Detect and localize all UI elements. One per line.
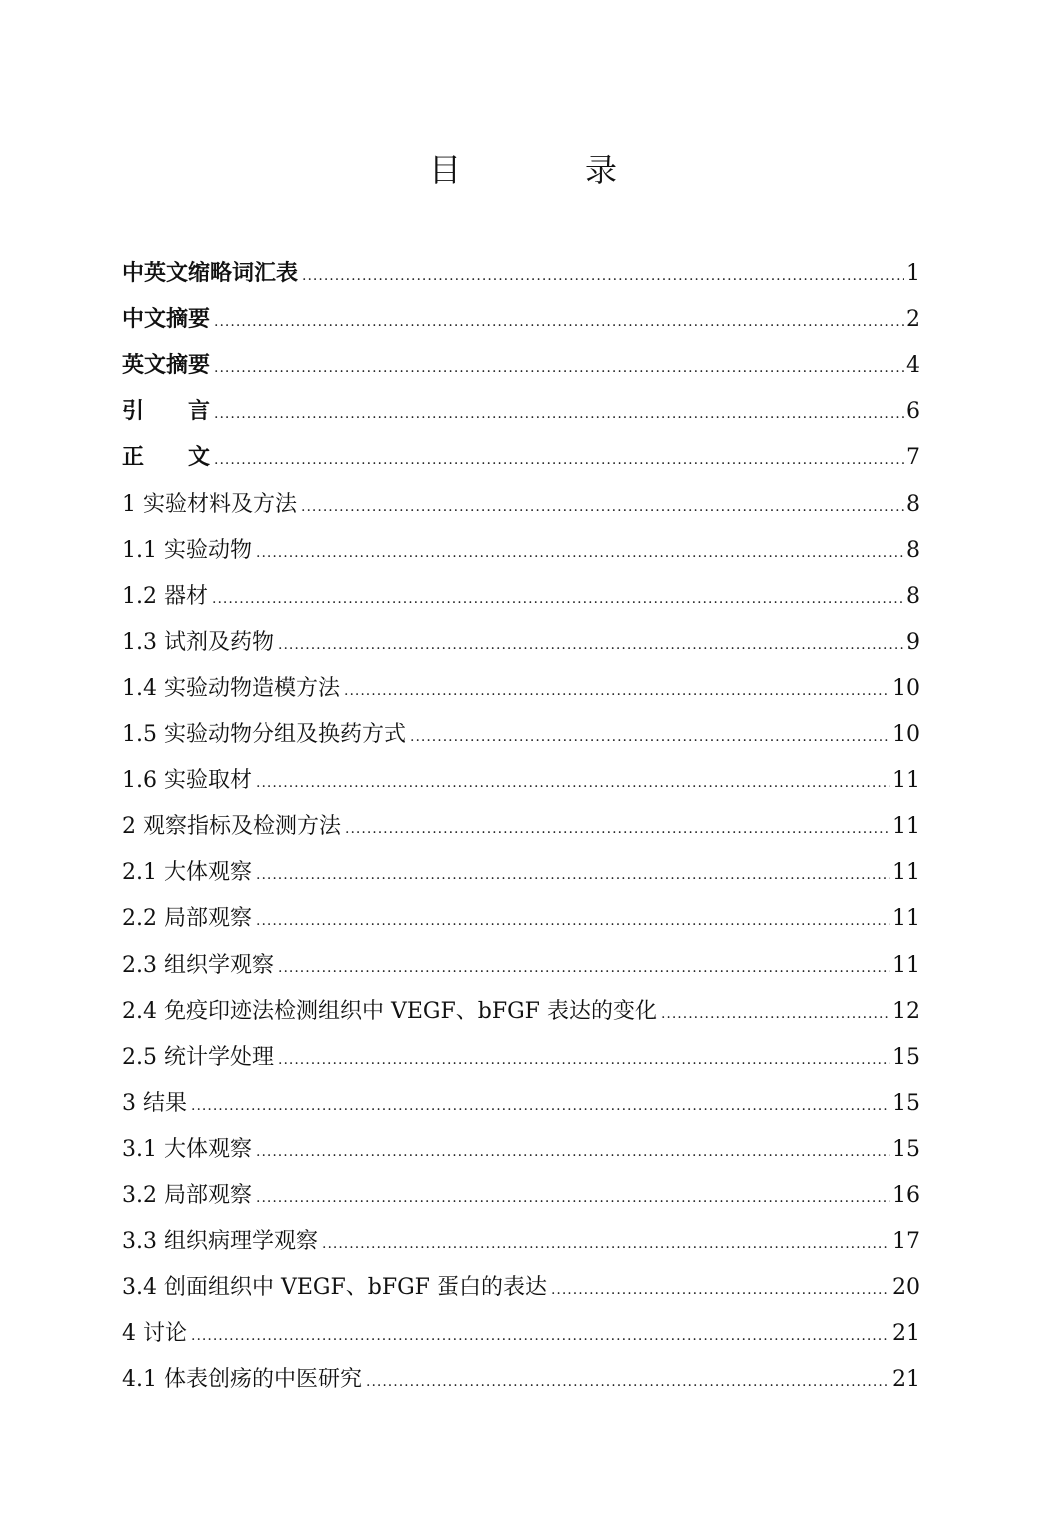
toc-entry-page-number: 11	[892, 860, 920, 886]
toc-entry-page-number: 20	[892, 1275, 920, 1301]
toc-entry[interactable]	[122, 750, 920, 796]
toc-entry[interactable]	[122, 1211, 920, 1257]
toc-entry-number: 3.3	[122, 1229, 164, 1255]
toc-entry-number: 2.4	[122, 998, 164, 1024]
toc-entry-label: 组织病理学观察	[163, 1229, 318, 1255]
toc-dot-leader	[191, 1099, 890, 1113]
toc-entry-page-number: 8	[906, 491, 920, 517]
toc-entry-number: 1.5	[122, 722, 164, 748]
toc-dot-leader	[256, 868, 890, 882]
toc-entry[interactable]	[122, 335, 920, 381]
toc-entry-label: 实验取材	[163, 768, 252, 794]
toc-entry[interactable]	[122, 1257, 920, 1303]
toc-entry-number: 1.3	[122, 629, 164, 655]
toc-entry[interactable]	[122, 981, 920, 1027]
toc-entry[interactable]	[122, 1027, 920, 1073]
toc-entry[interactable]	[122, 1349, 920, 1395]
toc-entry-number: 2.1	[122, 860, 164, 886]
toc-entry-page-number: 4	[906, 353, 920, 379]
toc-entry[interactable]	[122, 1073, 920, 1119]
toc-entry[interactable]	[122, 1165, 920, 1211]
toc-entry-label: 实验材料及方法	[143, 491, 298, 517]
toc-entry-page-number: 17	[892, 1229, 920, 1255]
toc-entry[interactable]	[122, 243, 920, 289]
toc-entry-label: 器材	[163, 583, 208, 609]
toc-entry[interactable]	[122, 473, 920, 519]
toc-entry-number: 2.3	[122, 952, 164, 978]
toc-entry-label: 观察指标及检测方法	[143, 814, 342, 840]
toc-entry-number: 3.4	[122, 1275, 164, 1301]
toc-entry-page-number: 8	[906, 583, 920, 609]
toc-entry-number: 3.2	[122, 1182, 164, 1208]
toc-entry[interactable]	[122, 289, 920, 335]
toc-entry-page-number: 15	[892, 1044, 920, 1070]
toc-dot-leader	[278, 961, 890, 975]
toc-dot-leader	[278, 638, 904, 652]
toc-entry-page-number: 21	[892, 1321, 920, 1347]
toc-entry[interactable]	[122, 704, 920, 750]
toc-entry-label: 试剂及药物	[163, 629, 274, 655]
toc-dot-leader	[214, 407, 904, 421]
toc-dot-leader	[256, 1191, 890, 1205]
toc-dot-leader	[322, 1237, 890, 1251]
toc-entry-label: 大体观察	[163, 860, 252, 886]
toc-entry[interactable]	[122, 1119, 920, 1165]
toc-entry-page-number: 11	[892, 952, 920, 978]
toc-entry[interactable]	[122, 888, 920, 934]
toc-dot-leader	[256, 546, 904, 560]
toc-dot-leader	[366, 1375, 890, 1389]
toc-entry-number: 1.6	[122, 768, 164, 794]
toc-entry-label: 中文摘要	[122, 307, 211, 333]
toc-entry-label: 讨论	[143, 1321, 188, 1347]
toc-dot-leader	[256, 914, 890, 928]
toc-dot-leader	[345, 822, 890, 836]
toc-entry-page-number: 9	[906, 629, 920, 655]
toc-entry[interactable]	[122, 520, 920, 566]
toc-entry-page-number: 1	[906, 261, 920, 287]
toc-entry-page-number: 11	[892, 814, 920, 840]
toc-entry-label: 局部观察	[163, 1182, 252, 1208]
toc-entry-page-number: 16	[892, 1182, 920, 1208]
toc-dot-leader	[551, 1283, 890, 1297]
toc-entry-page-number: 11	[892, 906, 920, 932]
toc-entry-label: 大体观察	[163, 1136, 252, 1162]
toc-entry-number: 4.1	[122, 1367, 164, 1393]
toc-entry-label: 体表创疡的中医研究	[163, 1367, 362, 1393]
toc-entry-page-number: 21	[892, 1367, 920, 1393]
toc-dot-leader	[256, 1145, 890, 1159]
toc-entry[interactable]	[122, 796, 920, 842]
toc-entry-label: 英文摘要	[122, 353, 211, 379]
toc-entry-page-number: 11	[892, 768, 920, 794]
toc-dot-leader	[214, 315, 904, 329]
toc-entry[interactable]	[122, 381, 920, 427]
toc-entry-label: 统计学处理	[163, 1044, 274, 1070]
toc-dot-leader	[278, 1053, 890, 1067]
toc-entry[interactable]	[122, 658, 920, 704]
toc-entry-label: 正 文	[122, 445, 211, 471]
toc-entry-label: 结果	[143, 1090, 188, 1116]
toc-entry-number: 3.1	[122, 1136, 164, 1162]
toc-dot-leader	[214, 361, 904, 375]
toc-entry-page-number: 12	[892, 998, 920, 1024]
toc-entry-number: 1.1	[122, 537, 164, 563]
toc-entry[interactable]	[122, 427, 920, 473]
toc-entry-label: 中英文缩略词汇表	[122, 261, 299, 287]
toc-entry-number: 2.5	[122, 1044, 164, 1070]
toc-entry-number: 1.2	[122, 583, 164, 609]
toc-entry-number: 1	[122, 491, 143, 517]
toc-entry[interactable]	[122, 612, 920, 658]
toc-entry[interactable]	[122, 842, 920, 888]
toc-dot-leader	[344, 684, 890, 698]
toc-entry[interactable]	[122, 934, 920, 980]
toc-entry-label: 免疫印迹法检测组织中 VEGF、bFGF 表达的变化	[163, 998, 657, 1024]
toc-entry-page-number: 2	[906, 307, 920, 333]
toc-entry-page-number: 10	[892, 722, 920, 748]
toc-entry-page-number: 8	[906, 537, 920, 563]
toc-dot-leader	[256, 776, 890, 790]
toc-dot-leader	[214, 453, 904, 467]
toc-dot-leader	[301, 500, 904, 514]
toc-entry-label: 实验动物	[163, 537, 252, 563]
toc-dot-leader	[302, 269, 904, 283]
toc-entry-label: 创面组织中 VEGF、bFGF 蛋白的表达	[163, 1275, 547, 1301]
toc-entry-number: 1.4	[122, 675, 164, 701]
toc-entry-label: 实验动物分组及换药方式	[163, 722, 406, 748]
toc-entry[interactable]	[122, 1303, 920, 1349]
table-of-contents	[122, 243, 920, 1395]
toc-entry-number: 3	[122, 1090, 143, 1116]
toc-entry-page-number: 10	[892, 675, 920, 701]
toc-entry-label: 实验动物造模方法	[163, 675, 340, 701]
toc-entry-number: 2	[122, 814, 143, 840]
toc-entry-label: 组织学观察	[163, 952, 274, 978]
toc-entry-label: 引 言	[122, 399, 211, 425]
toc-entry-number: 2.2	[122, 906, 164, 932]
toc-entry-page-number: 15	[892, 1090, 920, 1116]
toc-dot-leader	[212, 592, 904, 606]
toc-entry-page-number: 15	[892, 1136, 920, 1162]
toc-entry[interactable]	[122, 566, 920, 612]
toc-dot-leader	[410, 730, 890, 744]
toc-entry-number: 4	[122, 1321, 143, 1347]
toc-entry-page-number: 6	[906, 399, 920, 425]
page-title: 目 录	[428, 151, 663, 189]
toc-dot-leader	[661, 1007, 890, 1021]
toc-entry-label: 局部观察	[163, 906, 252, 932]
toc-entry-page-number: 7	[906, 445, 920, 471]
toc-dot-leader	[191, 1329, 890, 1343]
